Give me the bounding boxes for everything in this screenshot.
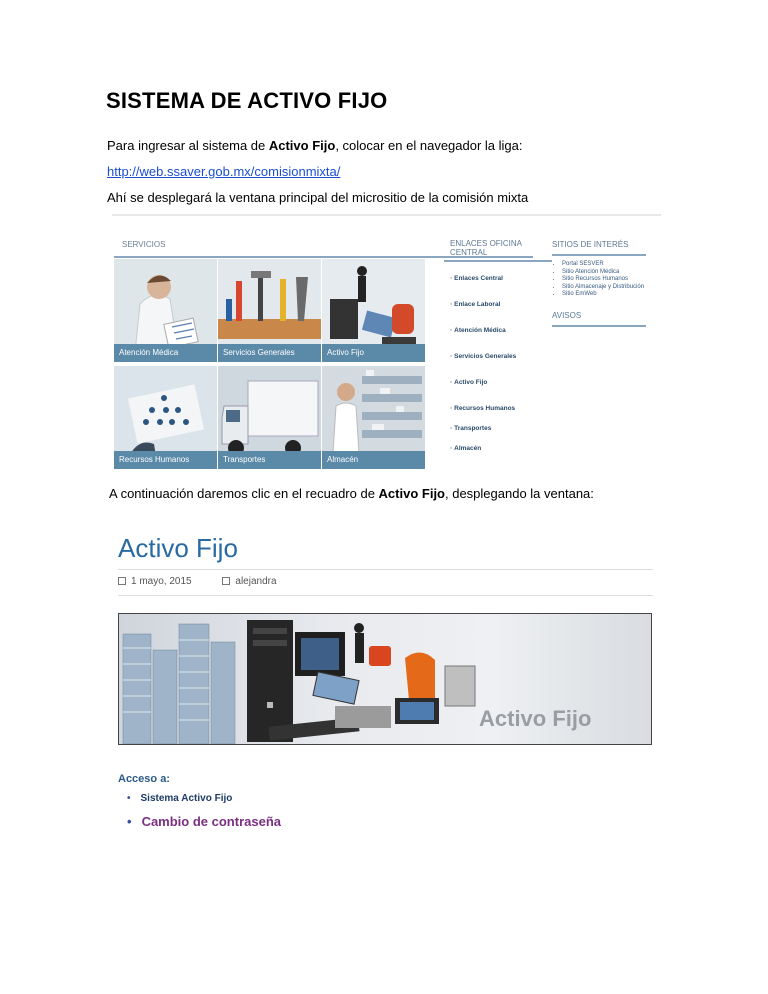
enlaces-header: ENLACES OFICINA CENTRAL bbox=[444, 234, 552, 262]
divider bbox=[118, 595, 653, 596]
activo-fijo-banner bbox=[118, 613, 652, 745]
tile-almacen[interactable] bbox=[322, 366, 425, 469]
continue-text: A continuación daremos clic en el recuadro de bbox=[109, 486, 379, 501]
enlace-item[interactable]: ▫ Atención Médica bbox=[450, 327, 506, 334]
post-author[interactable]: alejandra bbox=[235, 576, 277, 587]
enlace-item[interactable]: ▫ Enlaces Central bbox=[450, 275, 503, 282]
description-paragraph: Ahí se desplegará la ventana principal del micrositio de la comisión mixta bbox=[107, 190, 529, 205]
acceso-label: Acceso a: bbox=[118, 773, 170, 785]
intro-bold: Activo Fijo bbox=[268, 138, 336, 153]
tile-caption: Almacén bbox=[322, 451, 425, 469]
divider bbox=[118, 569, 653, 570]
sitio-item[interactable]: • Sitio Recursos Humanos bbox=[562, 276, 646, 284]
intro-text: Para ingresar al sistema de bbox=[107, 138, 269, 153]
post-meta bbox=[118, 576, 305, 587]
microsite-screenshot bbox=[112, 214, 661, 478]
sitio-item[interactable]: • Sitio Atención Médica bbox=[562, 269, 646, 277]
sitios-header: SITIOS DE INTERÉS bbox=[552, 234, 646, 256]
continue-text-end: , desplegando la ventana: bbox=[445, 486, 594, 501]
intro-paragraph bbox=[107, 138, 523, 153]
enlaces-panel bbox=[444, 234, 552, 452]
comision-link[interactable]: http://web.ssaver.gob.mx/comisionmixta/ bbox=[107, 164, 341, 179]
date-meta bbox=[118, 576, 206, 587]
sitios-panel bbox=[552, 234, 646, 327]
user-icon bbox=[222, 577, 230, 585]
sitios-list bbox=[552, 261, 646, 299]
intro-text-end: , colocar en el navegador la liga: bbox=[335, 138, 523, 153]
tile-caption: Recursos Humanos bbox=[114, 451, 217, 469]
enlace-item[interactable]: ▫ Transportes bbox=[450, 425, 491, 432]
calendar-icon bbox=[118, 577, 126, 585]
continue-paragraph bbox=[109, 486, 594, 501]
enlace-item[interactable]: ▫ Recursos Humanos bbox=[450, 405, 515, 412]
tile-caption: Transportes bbox=[218, 451, 321, 469]
page-title: Activo Fijo bbox=[118, 533, 238, 563]
enlace-item[interactable]: ▫ Activo Fijo bbox=[450, 379, 487, 386]
tile-recursos-humanos[interactable] bbox=[114, 366, 217, 469]
sitio-item[interactable]: • Sitio Almacenaje y Distribución bbox=[562, 284, 646, 292]
tile-caption: Activo Fijo bbox=[322, 344, 425, 362]
post-date: 1 mayo, 2015 bbox=[131, 576, 192, 587]
tile-caption: Servicios Generales bbox=[218, 344, 321, 362]
banner-title: Activo Fijo bbox=[479, 706, 592, 731]
author-meta bbox=[222, 576, 290, 587]
sitio-item[interactable]: • Portal SESVER bbox=[562, 261, 646, 269]
enlace-item[interactable]: ▫ Enlace Laboral bbox=[450, 301, 500, 308]
sistema-activo-fijo-link[interactable]: • Sistema Activo Fijo bbox=[127, 793, 232, 804]
enlace-item[interactable]: ▫ Almacén bbox=[450, 445, 481, 452]
enlace-item[interactable]: ▫ Servicios Generales bbox=[450, 353, 516, 360]
tile-activo-fijo[interactable] bbox=[322, 259, 425, 362]
tile-atencion-medica[interactable] bbox=[114, 259, 217, 362]
sitio-item[interactable]: • Sitio EmWeb bbox=[562, 291, 646, 299]
tile-servicios-generales[interactable] bbox=[218, 259, 321, 362]
services-header-label: SERVICIOS bbox=[122, 240, 166, 249]
continue-bold: Activo Fijo bbox=[378, 486, 445, 501]
url-paragraph bbox=[107, 164, 340, 179]
tile-transportes[interactable] bbox=[218, 366, 321, 469]
tile-caption: Atención Médica bbox=[114, 344, 217, 362]
doc-title: SISTEMA DE ACTIVO FIJO bbox=[106, 88, 388, 113]
cambio-contrasena-link[interactable]: • Cambio de contraseña bbox=[127, 814, 281, 829]
avisos-header: AVISOS bbox=[552, 305, 646, 327]
activo-fijo-screenshot bbox=[107, 516, 653, 829]
